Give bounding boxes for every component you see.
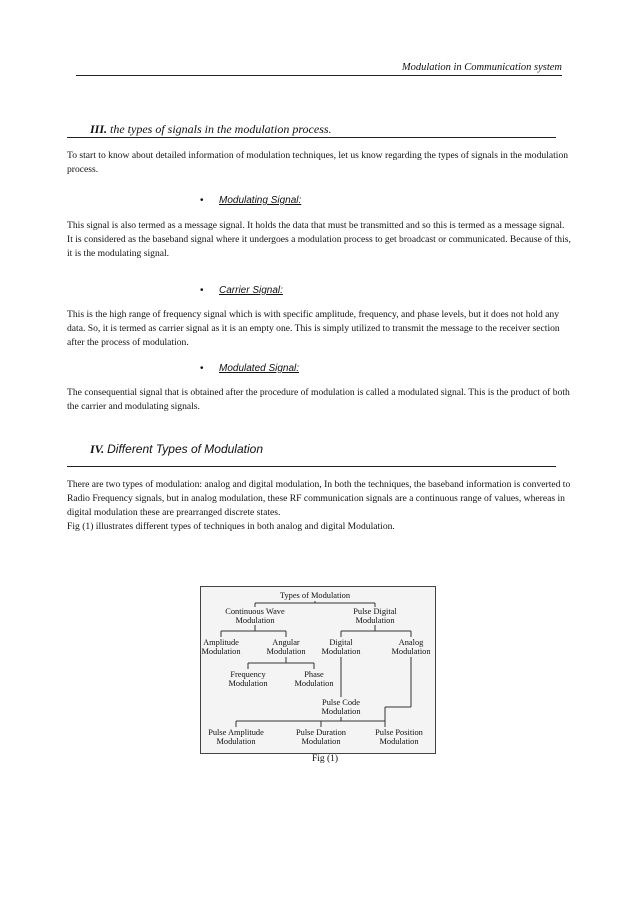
section-4-paragraph: There are two types of modulation: analog and digital modulation, In both the techniques, the baseband information is converted to Radio Frequency signals, but in analog modulation, these RF communication signals are a continuous range of values, whereas in digital modulation these are prearranged discrete states. [67,479,571,518]
node-continuous-wave-line2: Modulation [235,616,275,625]
carrier-signal-text: This is the high range of frequency signal which is with specific amplitude, frequency, and phase levels, but it does not hold any data. So, it is termed as carrier signal as it is an empty one. This is simply utilized to transmit the message to the receiver section after the process of modulation. [67,309,560,348]
section-4-figure-reference: Fig (1) illustrates different types of techniques in both analog and digital Modulation. [67,521,395,532]
header-rule [76,75,562,76]
node-amplitude-line2: Modulation [201,647,241,656]
bullet-modulated-signal [200,363,299,374]
node-pulse-position-line2: Modulation [379,737,419,746]
bullet-icon: • [200,363,204,374]
node-frequency-line2: Modulation [228,679,268,688]
bullet-icon: • [200,285,204,296]
node-angular-line1: Angular [272,638,300,647]
node-pulse-duration-line1: Pulse Duration [295,728,347,737]
section-3-title: the types of signals in the modulation process. [110,122,332,136]
modulated-signal-text: The consequential signal that is obtained after the procedure of modulation is called a modulated signal. This is the product of both the carrier and modulating signals. [67,387,570,412]
node-phase-line2: Modulation [294,679,334,688]
figure-caption: Fig (1) [311,754,339,764]
bullet-label: Modulated Signal: [219,363,300,374]
diagram-svg [201,587,435,753]
node-pulse-code-line2: Modulation [321,707,361,716]
node-analog-line2: Modulation [391,647,431,656]
bullet-carrier-signal [200,285,283,296]
section-4-rule [67,466,556,467]
node-phase-line1: Phase [304,670,324,679]
node-angular-line2: Modulation [266,647,306,656]
node-amplitude-line1: Amplitude [203,638,239,647]
node-digital-line1: Digital [329,638,353,647]
node-analog-line1: Analog [398,638,424,647]
node-continuous-wave-line1: Continuous Wave [225,607,285,616]
bullet-label: Modulating Signal: [219,195,302,206]
section-3-heading [90,122,332,137]
section-4-heading [90,442,263,457]
node-frequency-line1: Frequency [230,670,266,679]
section-4-title: Different Types of Modulation [107,442,263,456]
node-pulse-duration-line2: Modulation [301,737,341,746]
node-pulse-digital-line2: Modulation [355,616,395,625]
section-3-intro: To start to know about detailed information of modulation techniques, let us know regarding the types of signals in the modulation process. [67,150,569,175]
node-types-of-modulation: Types of Modulation [279,591,351,600]
node-digital-line2: Modulation [321,647,361,656]
section-4-number: IV. [90,442,105,456]
bullet-label: Carrier Signal: [219,285,283,296]
node-pulse-amplitude-line2: Modulation [216,737,256,746]
node-pulse-digital-line1: Pulse Digital [353,607,397,616]
running-header: Modulation in Communication system [401,62,562,73]
modulation-types-diagram [200,586,436,754]
modulating-signal-text: This signal is also termed as a message signal. It holds the data that must be transmitted and so this is termed as a message signal. It is considered as the baseband signal where it undergoes a modulation process to get broadcast or communicated. Because of this, it is the modulating signal. [67,220,571,259]
bullet-modulating-signal [200,195,301,206]
section-3-number: III. [90,122,108,136]
node-pulse-code-line1: Pulse Code [322,698,360,707]
node-pulse-amplitude-line1: Pulse Amplitude [208,728,264,737]
bullet-icon: • [200,195,204,206]
section-3-rule [67,137,556,138]
node-pulse-position-line1: Pulse Position [375,728,423,737]
